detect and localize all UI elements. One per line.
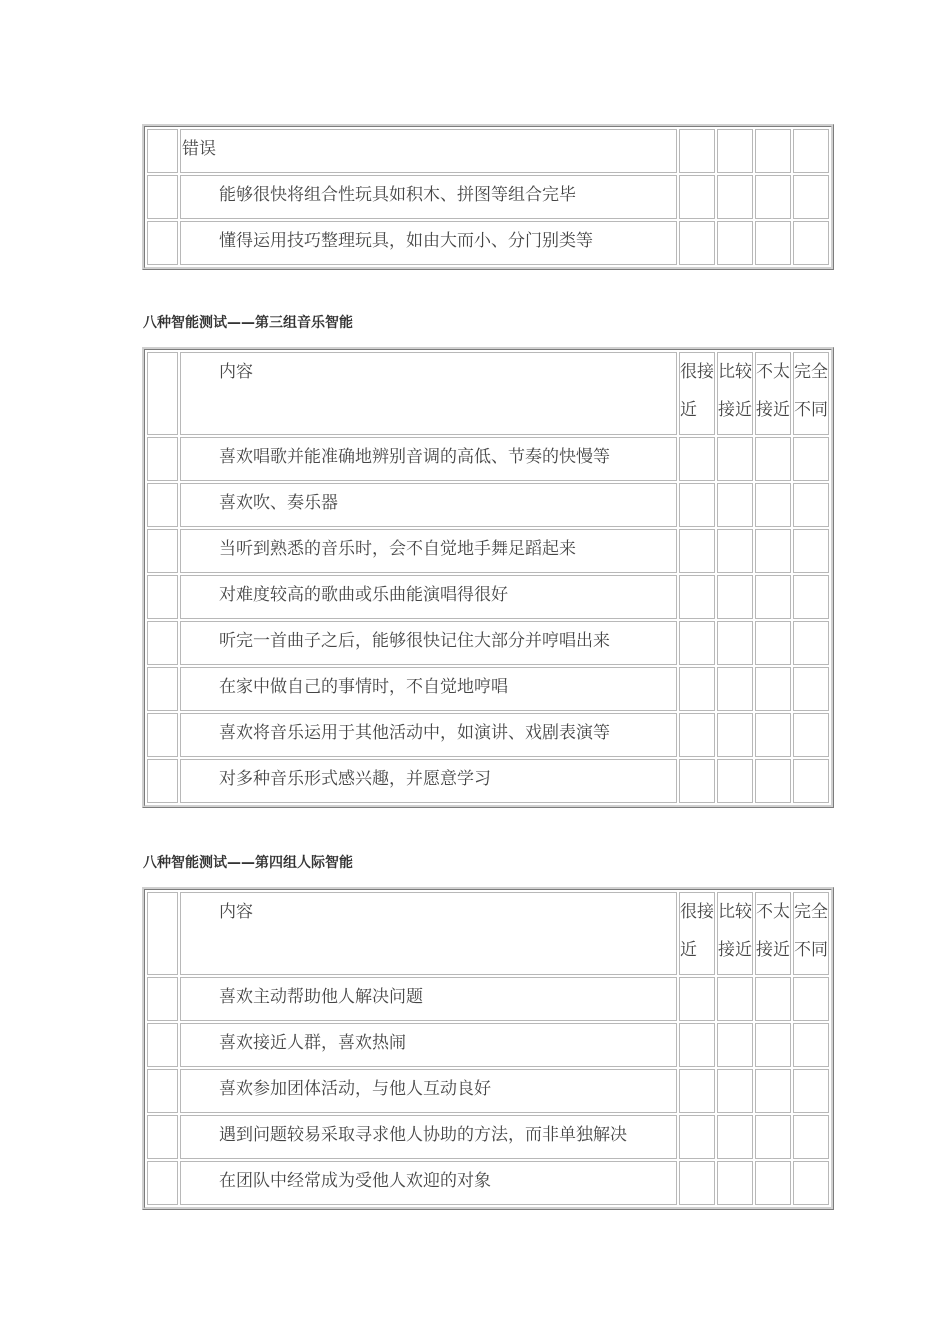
row-text: 错误 [180, 129, 677, 173]
row-text: 听完一首曲子之后，能够很快记住大部分并哼唱出来 [180, 621, 677, 665]
table-row [147, 437, 829, 481]
header-content: 内容 [180, 352, 677, 435]
header-content: 内容 [180, 892, 677, 975]
row-text: 喜欢接近人群，喜欢热闹 [180, 1023, 677, 1067]
row-text: 在家中做自己的事情时，不自觉地哼唱 [180, 667, 677, 711]
table-row [147, 175, 829, 219]
table-row [147, 1115, 829, 1159]
section3-table [142, 347, 834, 808]
header-not-close: 不太 接近 [755, 352, 791, 435]
table-row [147, 759, 829, 803]
header-fairly-close: 比较 接近 [717, 352, 753, 435]
row-text: 喜欢主动帮助他人解决问题 [180, 977, 677, 1021]
section4-table [142, 887, 834, 1210]
row-text: 当听到熟悉的音乐时，会不自觉地手舞足蹈起来 [180, 529, 677, 573]
table-row [147, 1069, 829, 1113]
header-fairly-close: 比较 接近 [717, 892, 753, 975]
row-text: 喜欢吹、奏乐器 [180, 483, 677, 527]
row-text: 能够很快将组合性玩具如积木、拼图等组合完毕 [180, 175, 677, 219]
header-very-close: 很接 近 [679, 352, 715, 435]
row-text: 喜欢唱歌并能准确地辨别音调的高低、节奏的快慢等 [180, 437, 677, 481]
header-not-close: 不太 接近 [755, 892, 791, 975]
table-row [147, 221, 829, 265]
section2-table [142, 124, 834, 270]
row-text: 在团队中经常成为受他人欢迎的对象 [180, 1161, 677, 1205]
row-text: 喜欢参加团体活动，与他人互动良好 [180, 1069, 677, 1113]
row-text: 对难度较高的歌曲或乐曲能演唱得很好 [180, 575, 677, 619]
header-very-close: 很接 近 [679, 892, 715, 975]
table-row [147, 483, 829, 527]
table-row [147, 575, 829, 619]
section3-title: 八种智能测试——第三组音乐智能 [143, 315, 353, 331]
table-row [147, 667, 829, 711]
header-completely-different: 完全 不同 [793, 892, 829, 975]
row-text: 懂得运用技巧整理玩具，如由大而小、分门别类等 [180, 221, 677, 265]
row-text: 遇到问题较易采取寻求他人协助的方法，而非单独解决 [180, 1115, 677, 1159]
table-row [147, 1161, 829, 1205]
section4-title: 八种智能测试——第四组人际智能 [143, 855, 353, 871]
header-completely-different: 完全 不同 [793, 352, 829, 435]
table-row [147, 621, 829, 665]
table-row [147, 529, 829, 573]
row-text: 对多种音乐形式感兴趣，并愿意学习 [180, 759, 677, 803]
table-row [147, 129, 829, 173]
header-row [147, 352, 829, 435]
header-row [147, 892, 829, 975]
table-row [147, 1023, 829, 1067]
table-row [147, 713, 829, 757]
row-text: 喜欢将音乐运用于其他活动中，如演讲、戏剧表演等 [180, 713, 677, 757]
table-row [147, 977, 829, 1021]
